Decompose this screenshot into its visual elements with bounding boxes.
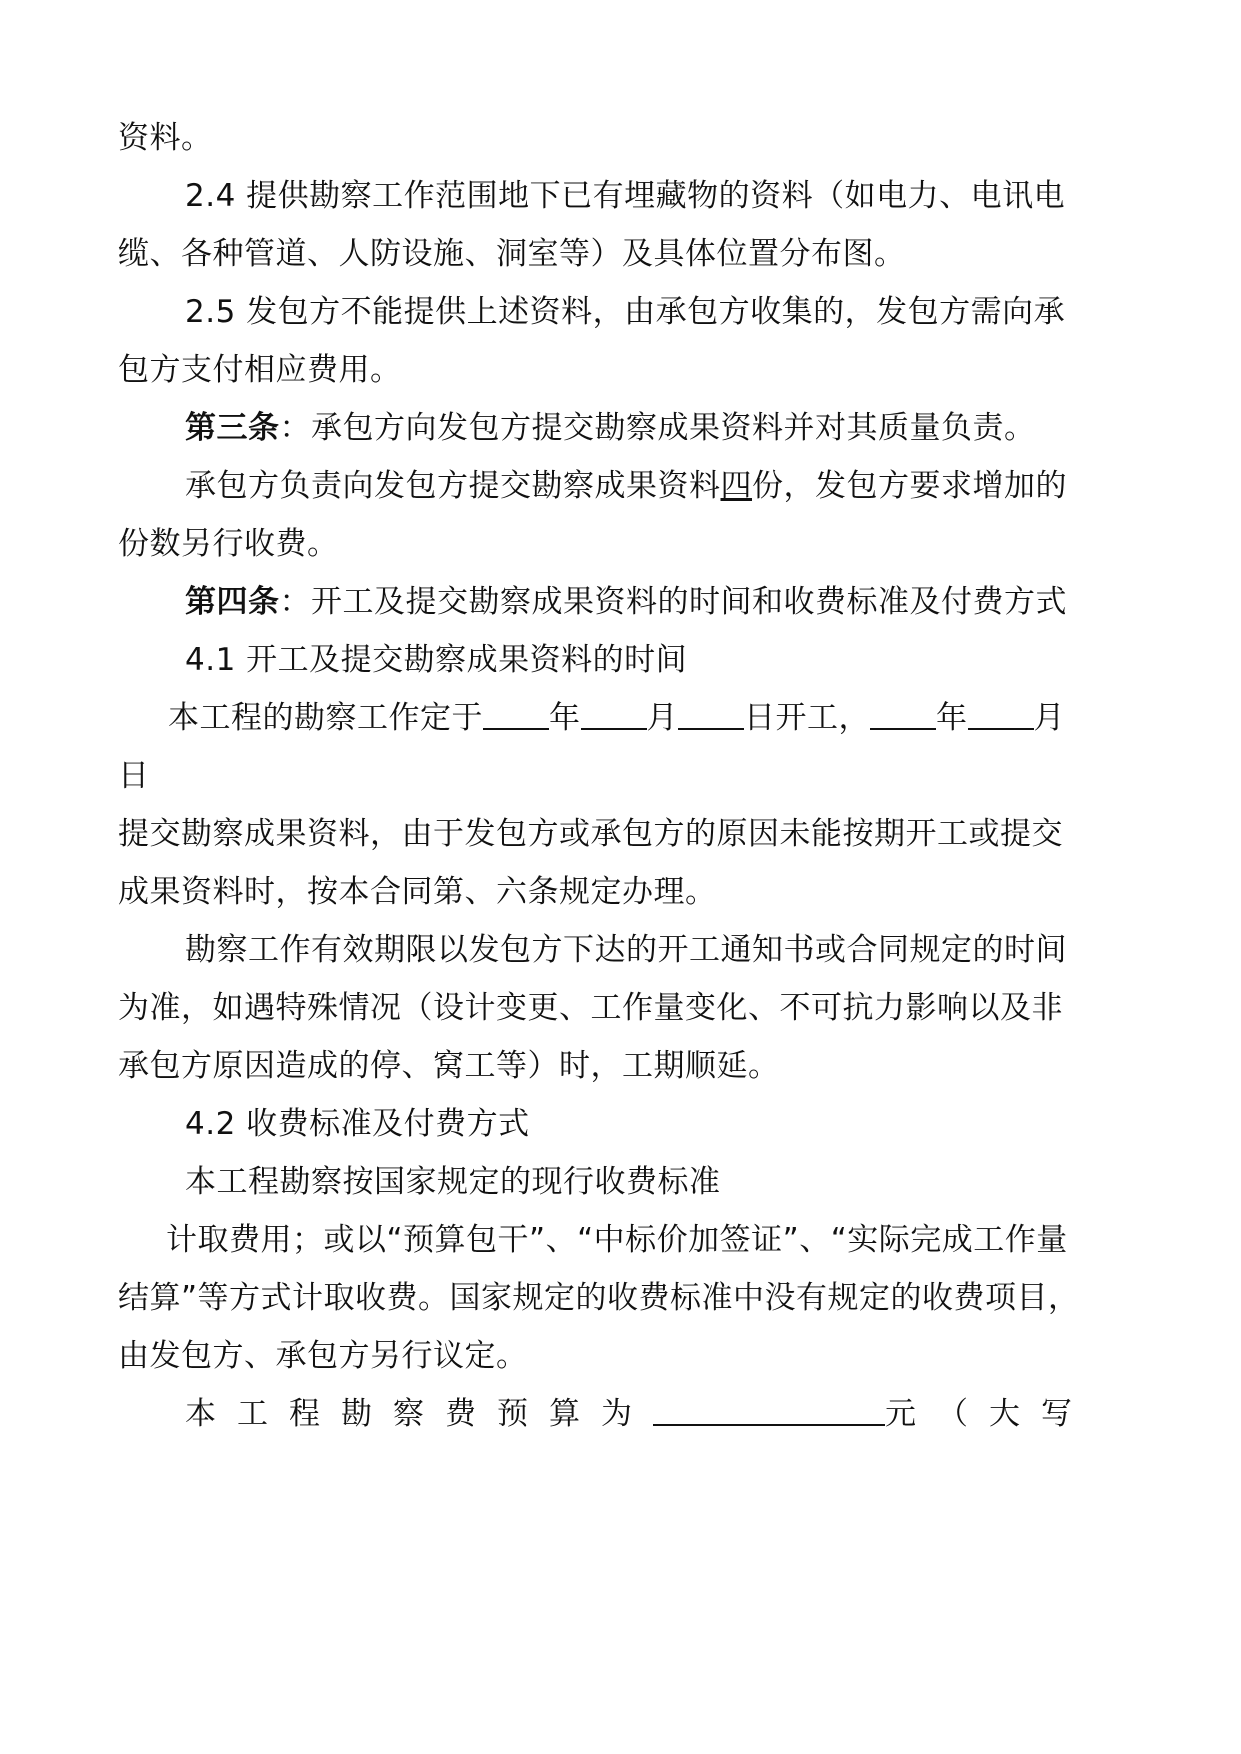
article-4-text: ：开工及提交勘察成果资料的时间和收费标准及付费方式: [279, 584, 1067, 620]
clause-4-1: 4.1 开工及提交勘察成果资料的时间: [185, 642, 688, 678]
date-line: [168, 698, 1065, 738]
article-3-heading: 第三条: [185, 410, 280, 446]
text-line: 日: [118, 758, 150, 794]
text-line: 由发包方、承包方另行议定。: [118, 1338, 528, 1374]
article-3-text: ：承包方向发包方提交勘察成果资料并对其质量负责。: [279, 410, 1036, 446]
text-line: 包方支付相应费用。: [118, 352, 402, 388]
text-segment: 本工程的勘察工作定于: [168, 700, 483, 736]
text-segment: 承包方负责向发包方提交勘察成果资料: [185, 468, 721, 504]
text-segment: 本工程勘察费预算为: [185, 1396, 653, 1432]
text-line: 为准，如遇特殊情况（设计变更、工作量变化、不可抗力影响以及非: [118, 990, 1063, 1026]
text-line: 结算”等方式计取收费。国家规定的收费标准中没有规定的收费项目，: [118, 1280, 1080, 1316]
text-line: 资料。: [118, 120, 213, 156]
text-line: 计取费用；或以“预算包干”、“中标价加签证”、“实际完成工作量: [166, 1222, 1068, 1258]
text-line: 提交勘察成果资料，由于发包方或承包方的原因未能按期开工或提交: [118, 816, 1063, 852]
clause-4-2: 4.2 收费标准及付费方式: [185, 1106, 530, 1142]
text-line: [185, 466, 1067, 506]
text-segment: 份，发包方要求增加的: [752, 468, 1067, 504]
year-blank[interactable]: [870, 698, 936, 730]
year-blank[interactable]: [483, 698, 549, 730]
text-line: 份数另行收费。: [118, 526, 339, 562]
text-segment: 年: [936, 700, 968, 736]
text-segment: 月: [646, 700, 678, 736]
text-line: 承包方原因造成的停、窝工等）时，工期顺延。: [118, 1048, 780, 1084]
month-blank[interactable]: [968, 698, 1034, 730]
text-segment: 年: [549, 700, 581, 736]
text-line: 勘察工作有效期限以发包方下达的开工通知书或合同规定的时间: [185, 932, 1067, 968]
article-4-heading: 第四条: [185, 584, 280, 620]
text-line: 成果资料时，按本合同第、六条规定办理。: [118, 874, 717, 910]
day-blank[interactable]: [678, 698, 744, 730]
clause-2-4: 2.4 提供勘察工作范围地下已有埋藏物的资料（如电力、电讯电: [185, 178, 1066, 214]
month-blank[interactable]: [581, 698, 647, 730]
text-line: 本工程勘察按国家规定的现行收费标准: [185, 1164, 721, 1200]
article-4: [185, 582, 1067, 622]
budget-amount-blank[interactable]: [653, 1394, 885, 1426]
budget-line: [185, 1394, 1093, 1434]
text-segment: 元（大写: [885, 1396, 1093, 1432]
text-line: 缆、各种管道、人防设施、洞室等）及具体位置分布图。: [118, 236, 906, 272]
copies-count: 四: [720, 468, 752, 504]
text-segment: 日开工，: [744, 700, 870, 736]
article-3: [185, 408, 1036, 448]
clause-2-5: 2.5 发包方不能提供上述资料，由承包方收集的，发包方需向承: [185, 294, 1066, 330]
text-segment: 月: [1033, 700, 1065, 736]
